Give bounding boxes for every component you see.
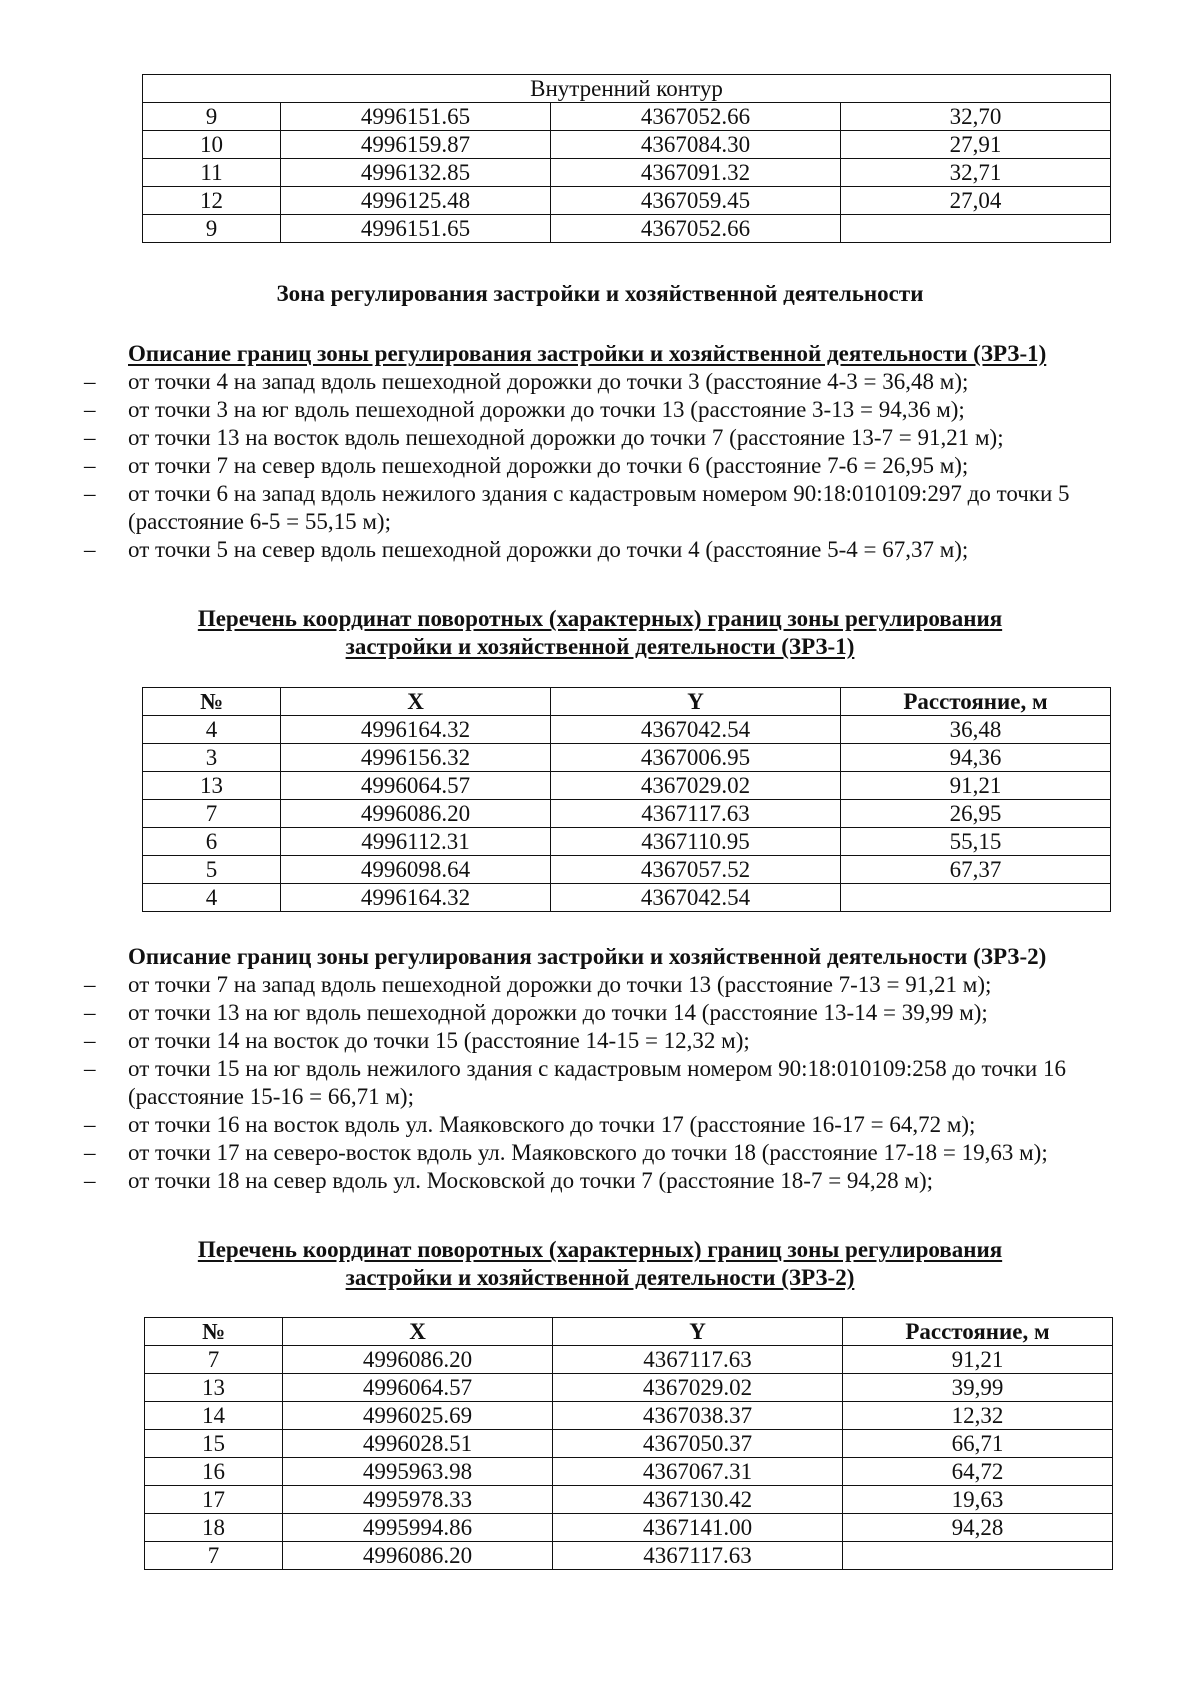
point-number-cell: 13 [145,1374,283,1402]
y-coordinate-cell: 4367057.52 [551,856,841,884]
list-item [0,1139,1128,1167]
distance-cell: 36,48 [841,716,1111,744]
point-number-cell: 17 [145,1486,283,1514]
bullet-dash: – [84,1000,96,1025]
list-item [0,480,1128,536]
point-number-cell: 9 [143,103,281,131]
x-coordinate-cell: 4996132.85 [281,159,551,187]
distance-cell [841,215,1111,243]
bullet-dash: – [84,1028,96,1053]
x-coordinate-cell: 4995978.33 [283,1486,553,1514]
inner-contour-title: Внутренний контур [143,75,1111,103]
zrz1-list-title [0,605,1200,661]
distance-cell: 67,37 [841,856,1111,884]
list-item-text: от точки 14 на восток до точки 15 (расстояние 14-15 = 12,32 м); [128,1028,750,1053]
x-coordinate-cell: 4996064.57 [283,1374,553,1402]
bullet-dash: – [84,1056,96,1081]
distance-cell: 66,71 [843,1430,1113,1458]
table-row [145,1458,1113,1486]
zrz2-description-list [0,971,1128,1195]
zrz1-header-row [143,688,1111,716]
number-header: № [143,688,281,716]
table-row [145,1346,1113,1374]
table-row [143,828,1111,856]
distance-cell: 64,72 [843,1458,1113,1486]
x-coordinate-cell: 4996086.20 [283,1542,553,1570]
bullet-dash: – [84,481,96,506]
point-number-cell: 18 [145,1514,283,1542]
y-header: Y [553,1318,843,1346]
y-coordinate-cell: 4367130.42 [553,1486,843,1514]
table-row [143,131,1111,159]
y-coordinate-cell: 4367029.02 [551,772,841,800]
list-item-text: от точки 17 на северо-восток вдоль ул. Маяковского до точки 18 (расстояние 17-18 = 19,63 м); [128,1140,1048,1165]
x-coordinate-cell: 4995994.86 [283,1514,553,1542]
x-coordinate-cell: 4996151.65 [281,103,551,131]
table-row [143,884,1111,912]
x-coordinate-cell: 4996098.64 [281,856,551,884]
table-row [143,856,1111,884]
table-row [143,159,1111,187]
inner-contour-title-row [143,75,1111,103]
x-coordinate-cell: 4996112.31 [281,828,551,856]
x-coordinate-cell: 4996159.87 [281,131,551,159]
list-item-text: от точки 5 на север вдоль пешеходной дорожки до точки 4 (расстояние 5-4 = 67,37 м); [128,537,969,562]
y-coordinate-cell: 4367006.95 [551,744,841,772]
distance-cell: 55,15 [841,828,1111,856]
point-number-cell: 11 [143,159,281,187]
point-number-cell: 10 [143,131,281,159]
table-row [143,187,1111,215]
point-number-cell: 7 [143,800,281,828]
list-item-text: от точки 13 на юг вдоль пешеходной дорожки до точки 14 (расстояние 13-14 = 39,99 м); [128,1000,988,1025]
y-coordinate-cell: 4367091.32 [551,159,841,187]
table-row [145,1486,1113,1514]
list-item [0,971,1128,999]
bullet-dash: – [84,425,96,450]
distance-cell: 27,04 [841,187,1111,215]
table-row [143,800,1111,828]
list-item [0,1055,1128,1111]
list-item [0,452,1128,480]
table-row [145,1430,1113,1458]
table-row [143,772,1111,800]
zrz2-list-title-line2: застройки и хозяйственной деятельности (ЗРЗ-2) [345,1265,855,1290]
bullet-dash: – [84,537,96,562]
point-number-cell: 13 [143,772,281,800]
table-row [143,716,1111,744]
distance-cell: 91,21 [843,1346,1113,1374]
zrz2-list-title-line1: Перечень координат поворотных (характерных) границ зоны регулирования [197,1237,1003,1262]
bullet-dash: – [84,369,96,394]
y-coordinate-cell: 4367110.95 [551,828,841,856]
table-row [145,1402,1113,1430]
zrz2-list-title [0,1236,1200,1292]
list-item-text: от точки 6 на запад вдоль нежилого здания с кадастровым номером 90:18:010109:297 до точки 5 (расстояние 6-5 = 55,15 м); [128,481,1070,534]
bullet-dash: – [84,453,96,478]
x-coordinate-cell: 4996164.32 [281,884,551,912]
zrz1-list-title-line2: застройки и хозяйственной деятельности (ЗРЗ-1) [345,634,855,659]
zrz2-description-title: Описание границ зоны регулирования застройки и хозяйственной деятельности (ЗРЗ-2) [128,944,1047,969]
point-number-cell: 6 [143,828,281,856]
distance-cell: 94,36 [841,744,1111,772]
list-item [0,1167,1128,1195]
list-item-text: от точки 15 на юг вдоль нежилого здания с кадастровым номером 90:18:010109:258 до точки 16 (расстояние 15-16 = 66,71 м); [128,1056,1066,1109]
distance-cell: 12,32 [843,1402,1113,1430]
bullet-dash: – [84,1168,96,1193]
y-coordinate-cell: 4367141.00 [553,1514,843,1542]
y-coordinate-cell: 4367084.30 [551,131,841,159]
zrz2-coordinates-table [144,1317,1113,1570]
list-item-text: от точки 16 на восток вдоль ул. Маяковского до точки 17 (расстояние 16-17 = 64,72 м); [128,1112,976,1137]
y-coordinate-cell: 4367038.37 [553,1402,843,1430]
table-row [145,1542,1113,1570]
list-item-text: от точки 7 на север вдоль пешеходной дорожки до точки 6 (расстояние 7-6 = 26,95 м); [128,453,969,478]
point-number-cell: 5 [143,856,281,884]
bullet-dash: – [84,1140,96,1165]
x-coordinate-cell: 4996151.65 [281,215,551,243]
list-item-text: от точки 4 на запад вдоль пешеходной дорожки до точки 3 (расстояние 4-3 = 36,48 м); [128,369,969,394]
x-coordinate-cell: 4996086.20 [281,800,551,828]
distance-cell: 32,70 [841,103,1111,131]
distance-header: Расстояние, м [841,688,1111,716]
x-coordinate-cell: 4996164.32 [281,716,551,744]
distance-cell: 94,28 [843,1514,1113,1542]
x-coordinate-cell: 4996025.69 [283,1402,553,1430]
x-coordinate-cell: 4996156.32 [281,744,551,772]
list-item-text: от точки 7 на запад вдоль пешеходной дорожки до точки 13 (расстояние 7-13 = 91,21 м); [128,972,992,997]
distance-header: Расстояние, м [843,1318,1113,1346]
x-coordinate-cell: 4996064.57 [281,772,551,800]
point-number-cell: 9 [143,215,281,243]
y-coordinate-cell: 4367042.54 [551,716,841,744]
table-row [143,744,1111,772]
table-row [145,1514,1113,1542]
y-coordinate-cell: 4367029.02 [553,1374,843,1402]
list-item [0,1027,1128,1055]
table-row [143,103,1111,131]
x-header: X [283,1318,553,1346]
y-coordinate-cell: 4367052.66 [551,215,841,243]
list-item [0,999,1128,1027]
distance-cell: 27,91 [841,131,1111,159]
x-coordinate-cell: 4996086.20 [283,1346,553,1374]
distance-cell: 19,63 [843,1486,1113,1514]
list-item [0,368,1128,396]
point-number-cell: 3 [143,744,281,772]
table-row [143,215,1111,243]
bullet-dash: – [84,397,96,422]
zrz1-description-title: Описание границ зоны регулирования застройки и хозяйственной деятельности (ЗРЗ-1) [128,341,1047,366]
y-coordinate-cell: 4367067.31 [553,1458,843,1486]
point-number-cell: 14 [145,1402,283,1430]
zrz1-coordinates-table [142,687,1111,912]
x-coordinate-cell: 4996125.48 [281,187,551,215]
x-header: X [281,688,551,716]
x-coordinate-cell: 4995963.98 [283,1458,553,1486]
list-item [0,1111,1128,1139]
point-number-cell: 7 [145,1346,283,1374]
y-coordinate-cell: 4367042.54 [551,884,841,912]
point-number-cell: 4 [143,716,281,744]
distance-cell: 39,99 [843,1374,1113,1402]
point-number-cell: 12 [143,187,281,215]
list-item-text: от точки 18 на север вдоль ул. Московской до точки 7 (расстояние 18-7 = 94,28 м); [128,1168,934,1193]
list-item-text: от точки 13 на восток вдоль пешеходной дорожки до точки 7 (расстояние 13-7 = 91,21 м); [128,425,1004,450]
point-number-cell: 15 [145,1430,283,1458]
y-coordinate-cell: 4367117.63 [553,1542,843,1570]
point-number-cell: 4 [143,884,281,912]
bullet-dash: – [84,1112,96,1137]
distance-cell: 26,95 [841,800,1111,828]
list-item [0,396,1128,424]
zrz2-header-row [145,1318,1113,1346]
distance-cell [841,884,1111,912]
table-row [145,1374,1113,1402]
bullet-dash: – [84,972,96,997]
point-number-cell: 7 [145,1542,283,1570]
zrz1-list-title-line1: Перечень координат поворотных (характерных) границ зоны регулирования [197,606,1003,631]
zone-heading: Зона регулирования застройки и хозяйственной деятельности [276,281,924,306]
y-header: Y [551,688,841,716]
distance-cell: 32,71 [841,159,1111,187]
y-coordinate-cell: 4367050.37 [553,1430,843,1458]
list-item [0,424,1128,452]
y-coordinate-cell: 4367117.63 [553,1346,843,1374]
zrz1-description-list [0,368,1128,564]
y-coordinate-cell: 4367052.66 [551,103,841,131]
list-item [0,536,1128,564]
point-number-cell: 16 [145,1458,283,1486]
number-header: № [145,1318,283,1346]
list-item-text: от точки 3 на юг вдоль пешеходной дорожки до точки 13 (расстояние 3-13 = 94,36 м); [128,397,965,422]
y-coordinate-cell: 4367059.45 [551,187,841,215]
distance-cell: 91,21 [841,772,1111,800]
x-coordinate-cell: 4996028.51 [283,1430,553,1458]
distance-cell [843,1542,1113,1570]
y-coordinate-cell: 4367117.63 [551,800,841,828]
inner-contour-table [142,74,1111,243]
